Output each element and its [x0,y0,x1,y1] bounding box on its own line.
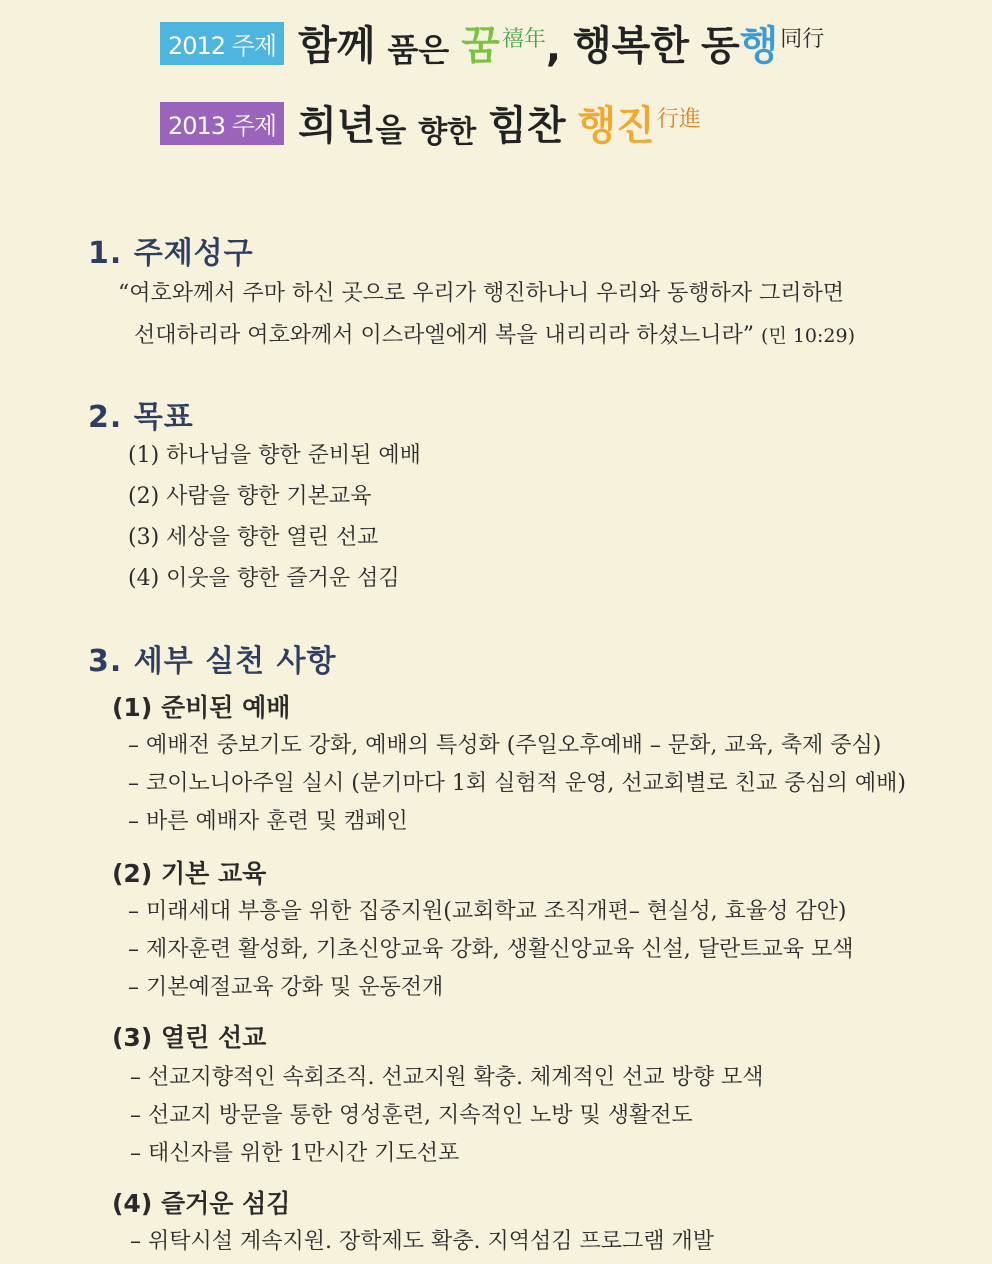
section-title-action-items: 3. 세부 실천 사항 [88,644,337,679]
subsection-title-worship: (1) 준비된 예배 [112,693,291,722]
action-bullet: – 위탁시설 계속지원. 장학제도 확충. 지역섬김 프로그램 개발 [130,1229,714,1254]
theme-2012-hanja: 同行 [780,27,825,52]
goal-item: (1) 하나님을 향한 준비된 예배 [128,443,421,468]
theme-2012-word: 함께 [298,23,376,69]
section-title-theme-verse: 1. 주제성구 [88,236,254,271]
subsection-title-education: (2) 기본 교육 [112,859,267,888]
action-bullet: – 코이노니아주일 실시 (분기마다 1회 실험적 운영, 선교회별로 친교 중심의 예배) [128,771,906,796]
goal-item: (4) 이웃을 향한 즐거운 섬김 [128,566,400,591]
subsection-title-mission: (3) 열린 선교 [112,1023,267,1052]
theme-2012-word: 꿈 [461,23,500,69]
action-bullet: – 선교지 방문을 통한 영성훈련, 지속적인 노방 및 생활전도 [130,1103,693,1128]
action-bullet: – 태신자를 위한 1만시간 기도선포 [130,1141,460,1166]
theme-2012-comma: , [545,25,562,71]
action-bullet: – 선교지향적인 속회조직. 선교지원 확충. 체계적인 선교 방향 모색 [130,1065,764,1090]
theme-2012-row [160,14,824,71]
theme-2013-hanja: 行進 [656,107,701,132]
badge-2013: 2013 주제 [160,102,284,145]
verse-line [134,318,855,349]
theme-2012-hanja: 禧年 [501,27,546,52]
badge-2012: 2012 주제 [160,22,284,65]
verse-reference: (민 10:29) [761,325,856,347]
verse-line: “여호와께서 주마 하신 곳으로 우리가 행진하나니 우리와 동행하자 그리하면 [118,281,845,306]
goal-item: (3) 세상을 향한 열린 선교 [128,525,379,550]
theme-2013-row [160,94,701,151]
verse-line-text: 선대하리라 여호와께서 이스라엘에게 복을 내리리라 하셨느니라” [134,323,755,348]
theme-2012-word: 행 [739,23,779,69]
theme-2012-word: 품은 [387,31,450,69]
action-bullet: – 미래세대 부흥을 위한 집중지원(교회학교 조직개편– 현실성, 효율성 감안) [128,899,847,924]
action-bullet: – 제자훈련 활성화, 기초신앙교육 강화, 생활신앙교육 신설, 달란트교육 모색 [128,937,854,962]
subsection-title-service: (4) 즐거운 섬김 [112,1189,291,1218]
theme-2013-word: 행진 [577,103,655,149]
action-bullet: – 예배전 중보기도 강화, 예배의 특성화 (주일오후예배 – 문화, 교육, 축제 중심) [128,733,882,758]
theme-2012-word: 동 [700,23,740,69]
theme-2013-word: 희년 [298,103,376,149]
action-bullet: – 기본예절교육 강화 및 운동전개 [128,975,444,1000]
theme-2013-word: 을 [375,111,407,149]
theme-2013-word: 향한 [418,115,477,150]
goal-item: (2) 사람을 향한 기본교육 [128,484,372,509]
theme-2012-word: 행복한 [573,23,689,69]
action-bullet: – 바른 예배자 훈련 및 캠페인 [128,809,408,834]
section-title-goals: 2. 목표 [88,400,194,435]
theme-2013-word: 힘찬 [488,103,566,149]
